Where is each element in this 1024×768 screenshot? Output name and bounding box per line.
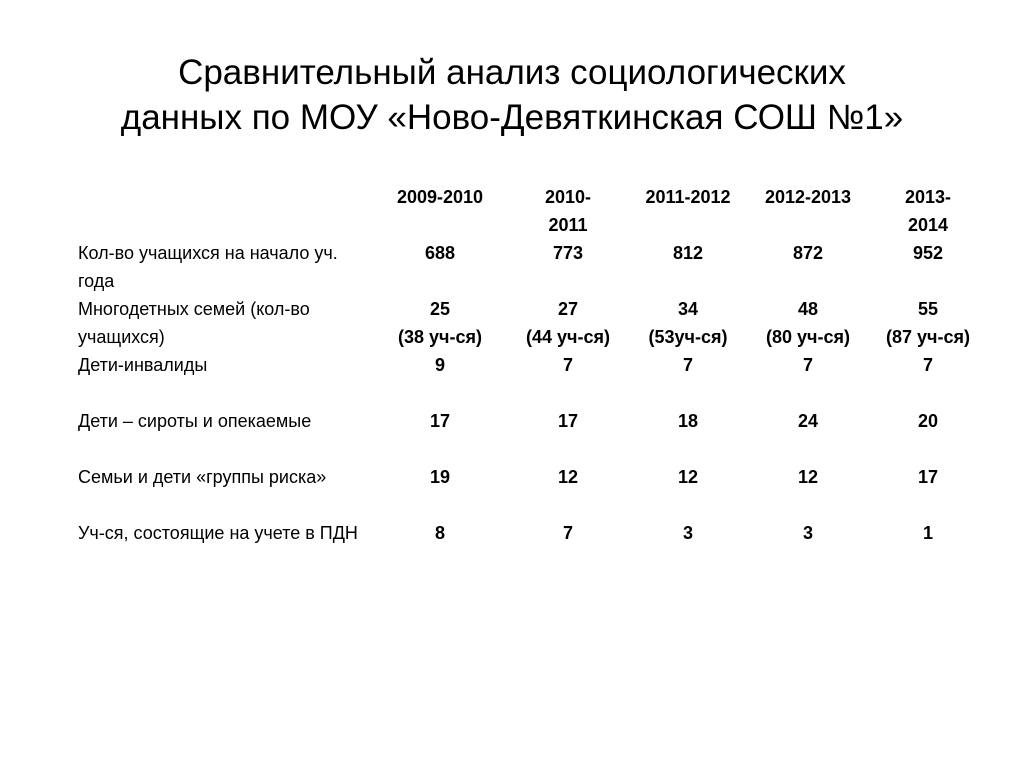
column-header	[868, 183, 988, 239]
cell-value: 12	[677, 467, 699, 487]
column-header	[628, 183, 748, 239]
table-row	[72, 351, 988, 407]
table-row	[72, 295, 988, 351]
value-cell	[508, 463, 628, 519]
value-cell	[628, 519, 748, 575]
year-2010-2011: 2010- 2011	[544, 187, 592, 235]
cell-value: 55	[917, 299, 939, 319]
cell-value: 12	[797, 467, 819, 487]
cell-value: 25	[429, 299, 451, 319]
cell-value: 20	[917, 411, 939, 431]
table-row	[72, 463, 988, 519]
column-header	[508, 183, 628, 239]
cell-subvalue: (87 уч-ся)	[886, 327, 970, 347]
table-header-row	[72, 183, 988, 239]
value-cell	[372, 463, 508, 519]
title-line-2: данных по МОУ «Ново-Девяткинская СОШ №1»	[120, 98, 904, 137]
statistics-table	[72, 183, 988, 575]
value-cell	[508, 239, 628, 295]
value-cell	[372, 407, 508, 463]
cell-value: 7	[802, 355, 813, 375]
value-cell	[628, 295, 748, 351]
value-cell	[628, 407, 748, 463]
cell-value: 17	[429, 411, 451, 431]
cell-value: 9	[434, 355, 445, 375]
value-cell	[748, 295, 868, 351]
row-label: Многодетных семей (кол-во учащихся)	[78, 299, 310, 347]
year-2013-2014: 2013- 2014	[904, 187, 952, 235]
row-label: Дети – сироты и опекаемые	[78, 411, 312, 431]
value-cell	[868, 295, 988, 351]
year-2009-2010: 2009-2010	[396, 187, 484, 207]
year-2012-2013: 2012-2013	[764, 187, 852, 207]
column-header	[748, 183, 868, 239]
value-cell	[508, 519, 628, 575]
value-cell	[628, 463, 748, 519]
cell-value: 17	[917, 467, 939, 487]
cell-value: 688	[424, 243, 456, 263]
cell-value: 812	[672, 243, 704, 263]
year-2011-2012: 2011-2012	[645, 187, 731, 207]
cell-value: 19	[429, 467, 451, 487]
cell-value: 952	[912, 243, 944, 263]
cell-value: 7	[562, 523, 573, 543]
row-label: Кол-во учащихся на начало уч. года	[78, 243, 338, 291]
cell-subvalue: (53уч-ся)	[648, 327, 728, 347]
value-cell	[748, 463, 868, 519]
cell-value: 7	[922, 355, 933, 375]
cell-value: 3	[682, 523, 693, 543]
value-cell	[748, 351, 868, 407]
value-cell	[748, 239, 868, 295]
cell-value: 3	[802, 523, 813, 543]
value-cell	[868, 519, 988, 575]
cell-value: 27	[557, 299, 579, 319]
cell-value: 7	[682, 355, 693, 375]
table-row	[72, 519, 988, 575]
row-label: Дети-инвалиды	[78, 355, 208, 375]
title-line-1: Сравнительный анализ социологических	[178, 53, 846, 92]
header-empty-cell	[72, 183, 372, 239]
cell-subvalue: (44 уч-ся)	[526, 327, 610, 347]
cell-value: 7	[562, 355, 573, 375]
table-row	[72, 407, 988, 463]
table-body	[72, 239, 988, 575]
value-cell	[748, 519, 868, 575]
cell-subvalue: (38 уч-ся)	[398, 327, 482, 347]
value-cell	[372, 295, 508, 351]
cell-value: 12	[557, 467, 579, 487]
value-cell	[868, 407, 988, 463]
cell-value: 8	[434, 523, 445, 543]
row-label: Уч-ся, состоящие на учете в ПДН	[78, 523, 358, 543]
value-cell	[372, 519, 508, 575]
value-cell	[372, 351, 508, 407]
slide-title	[0, 50, 1024, 140]
row-label: Семьи и дети «группы риска»	[78, 467, 327, 487]
value-cell	[628, 351, 748, 407]
value-cell	[508, 351, 628, 407]
cell-value: 17	[557, 411, 579, 431]
cell-value: 773	[552, 243, 584, 263]
cell-value: 24	[797, 411, 819, 431]
value-cell	[868, 351, 988, 407]
cell-value: 872	[792, 243, 824, 263]
cell-subvalue: (80 уч-ся)	[766, 327, 850, 347]
cell-value: 18	[677, 411, 699, 431]
value-cell	[508, 407, 628, 463]
column-header	[372, 183, 508, 239]
value-cell	[868, 239, 988, 295]
table-row	[72, 239, 988, 295]
cell-value: 1	[922, 523, 933, 543]
value-cell	[372, 239, 508, 295]
cell-value: 48	[797, 299, 819, 319]
value-cell	[748, 407, 868, 463]
cell-value: 34	[677, 299, 699, 319]
value-cell	[628, 239, 748, 295]
value-cell	[868, 463, 988, 519]
value-cell	[508, 295, 628, 351]
